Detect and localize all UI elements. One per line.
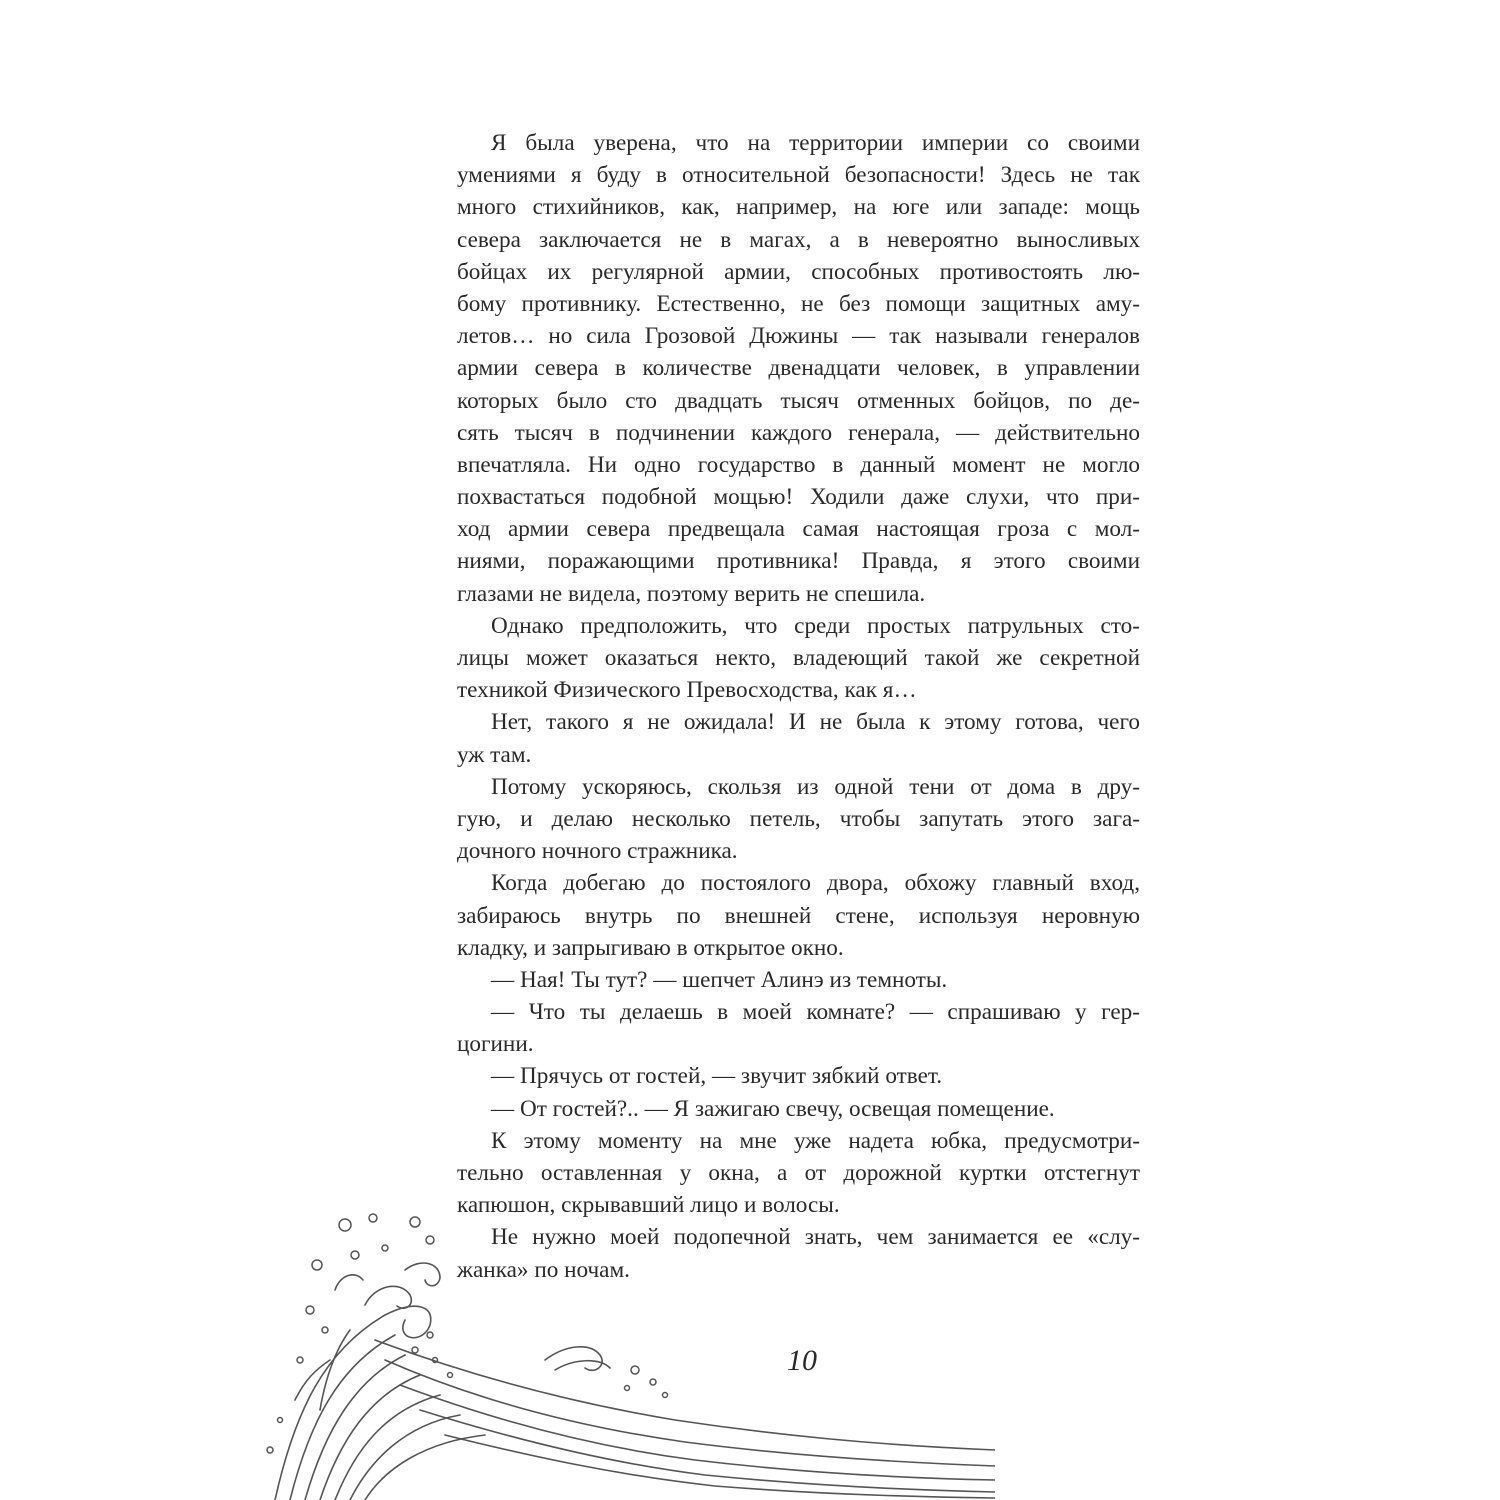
- text-line: Потому ускоряюсь, скользя из одной тени от дома в дру-: [491, 773, 1140, 800]
- text-line: лицы может оказаться некто, владеющий такой же секретной: [457, 645, 1140, 671]
- text-line: — Ная! Ты тут? — шепчет Алинэ из темноты.: [491, 966, 948, 993]
- text-line: Не нужно моей подопечной знать, чем занимается ее «слу-: [491, 1224, 1140, 1251]
- text-line: Я была уверена, что на территории империи со своими: [491, 130, 1140, 156]
- text-line: севера заключается не в магах, а в невероятно выносливых: [457, 226, 1140, 253]
- text-line: капюшон, скрывавший лицо и волосы.: [457, 1192, 840, 1219]
- text-line: летов… но сила Грозовой Дюжины — так называли генералов: [457, 323, 1140, 350]
- text-line: Когда добегаю до постоялого двора, обхожу главный вход,: [491, 870, 1140, 897]
- text-line: умениями я буду в относительной безопасности! Здесь не так: [457, 162, 1140, 189]
- body-text: [457, 127, 1140, 1286]
- text-line: гую, и делаю несколько петель, чтобы запутать этого зага-: [457, 805, 1140, 832]
- text-line: кладку, и запрыгиваю в открытое окно.: [457, 934, 844, 961]
- text-line: жанка» по ночам.: [457, 1256, 630, 1283]
- text-line: сять тысяч в подчинении каждого генерала, — действительно: [457, 419, 1140, 446]
- text-line: ниями, поражающими противника! Правда, я этого своими: [457, 548, 1140, 575]
- text-line: похвастаться подобной мощью! Ходили даже слухи, что при-: [457, 484, 1140, 511]
- text-line: К этому моменту на мне уже надета юбка, предусмотри-: [491, 1127, 1140, 1154]
- text-line: армии севера в количестве двенадцати человек, в управлении: [457, 355, 1140, 382]
- text-line: глазами не видела, поэтому верить не спешила.: [457, 580, 926, 607]
- text-line: ход армии севера предвещала самая настоящая гроза с мол-: [457, 516, 1140, 543]
- text-line: уж там.: [457, 741, 532, 768]
- text-line: цогини.: [457, 1031, 534, 1058]
- text-line: тельно оставленная у окна, а от дорожной куртки отстегнут: [457, 1160, 1140, 1186]
- text-line: Нет, такого я не ожидала! И не была к этому готова, чего: [491, 709, 1140, 736]
- text-line: много стихийников, как, например, на юге или западе: мощь: [457, 194, 1140, 221]
- wave-illustration-icon: [255, 1210, 995, 1500]
- text-line: впечатляла. Ни одно государство в данный момент не могло: [457, 451, 1140, 478]
- text-line: — От гостей?.. — Я зажигаю свечу, освещая помещение.: [491, 1095, 1055, 1122]
- page-number: 10: [787, 1344, 817, 1377]
- text-line: забираюсь внутрь по внешней стене, используя неровную: [457, 902, 1140, 929]
- text-line: дочного ночного стражника.: [457, 838, 738, 865]
- text-line: — Прячусь от гостей, — звучит зябкий ответ.: [491, 1063, 943, 1090]
- text-line: бому противнику. Естественно, не без помощи защитных аму-: [457, 290, 1140, 317]
- text-line: бойцах их регулярной армии, способных противостоять лю-: [457, 258, 1140, 285]
- text-line: которых было сто двадцать тысяч отменных бойцов, по де-: [457, 387, 1140, 414]
- text-line: техникой Физического Превосходства, как я…: [457, 677, 917, 704]
- text-line: Однако предположить, что среди простых патрульных сто-: [491, 612, 1140, 639]
- text-line: — Что ты делаешь в моей комнате? — спрашиваю у гер-: [491, 999, 1140, 1026]
